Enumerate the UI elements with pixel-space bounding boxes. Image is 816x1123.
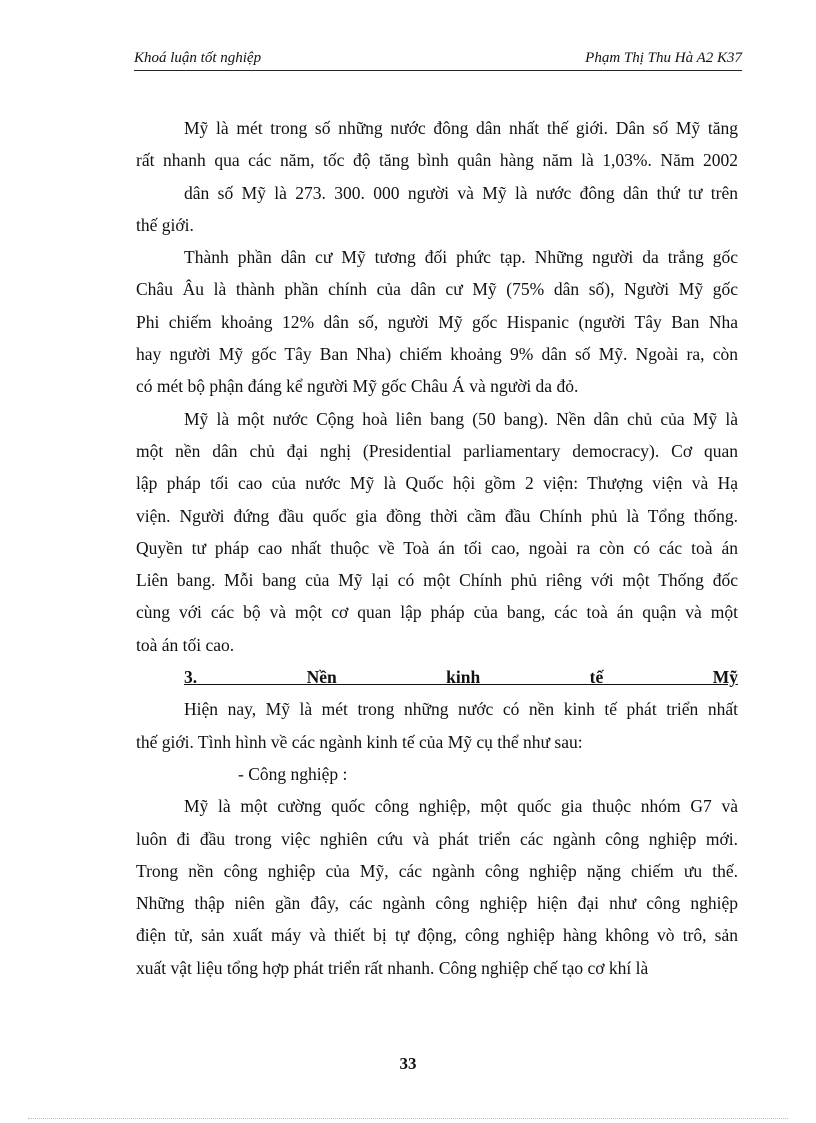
text-line: Mỹ là mét trong số những nước đông dân nhất thế giới. Dân số Mỹ tăng [184, 118, 738, 138]
text-line: toà án tối cao. [136, 634, 235, 655]
text-line: Liên bang. Mỗi bang của Mỹ lại có một Chính phủ riêng với một Thống đốc [136, 570, 738, 591]
text-line: điện tử, sản xuất máy và thiết bị tự động, công nghiệp hàng không vò trô, sản [136, 925, 738, 946]
text-line: một nền dân chủ đại nghị (Presidential parliamentary democracy). Cơ quan [136, 440, 738, 461]
page-bottom-divider [28, 1118, 788, 1119]
text-line: Mỹ là một cường quốc công nghiệp, một quốc gia thuộc nhóm G7 và [184, 796, 738, 817]
text-line: lập pháp tối cao của nước Mỹ là Quốc hội gồm 2 viện: Thượng viện và Hạ [136, 473, 738, 494]
text-line: Hiện nay, Mỹ là mét trong những nước có nền kinh tế phát triển nhất [184, 699, 738, 720]
text-line: cùng với các bộ và một cơ quan lập pháp của bang, các toà án quận và một [136, 602, 738, 623]
text-line: Quyền tư pháp cao nhất thuộc về Toà án tối cao, ngoài ra còn có các toà án [136, 537, 738, 558]
text-line: rất nhanh qua các năm, tốc độ tăng bình quân hàng năm là 1,03%. Năm 2002 [136, 150, 738, 171]
page-number: 33 [399, 1054, 417, 1073]
text-line: - Công nghiệp : [238, 763, 348, 784]
page-header [134, 50, 742, 71]
section-heading: 3. Nền kinh tế Mỹ [184, 667, 738, 688]
text-line: Thành phần dân cư Mỹ tương đối phức tạp. Những người da trắng gốc [184, 247, 738, 268]
text-line: dân số Mỹ là 273. 300. 000 người và Mỹ là nước đông dân thứ tư trên [184, 182, 738, 203]
text-line: luôn đi đầu trong việc nghiên cứu và phát triển các ngành công nghiệp mới. [136, 828, 738, 849]
text-line: xuất vật liệu tổng hợp phát triển rất nhanh. Công nghiệp chế tạo cơ khí là [136, 957, 649, 978]
header-thesis-label: Khoá luận tốt nghiệp [134, 50, 262, 66]
text-line: có mét bộ phận đáng kể người Mỹ gốc Châu Á và người da đỏ. [136, 376, 579, 397]
text-line: thế giới. [136, 214, 194, 235]
text-line: viện. Người đứng đầu quốc gia đồng thời cầm đầu Chính phủ là Tổng thống. [136, 505, 738, 526]
text-line: thế giới. Tình hình về các ngành kinh tế của Mỹ cụ thể như sau: [136, 731, 583, 752]
text-line: Trong nền công nghiệp của Mỹ, các ngành công nghiệp nặng chiếm ưu thế. [136, 860, 738, 881]
header-author-label: Phạm Thị Thu Hà A2 K37 [585, 50, 742, 66]
text-line: Mỹ là một nước Cộng hoà liên bang (50 bang). Nền dân chủ của Mỹ là [184, 408, 738, 429]
text-line: Phi chiếm khoảng 12% dân số, người Mỹ gốc Hispanic (người Tây Ban Nha [136, 311, 738, 332]
body-text [136, 112, 738, 984]
text-line: hay người Mỹ gốc Tây Ban Nha) chiếm khoảng 9% dân số Mỹ. Ngoài ra, còn [136, 344, 738, 365]
text-line: Những thập niên gần đây, các ngành công nghiệp hiện đại như công nghiệp [136, 893, 738, 914]
text-line: Châu Âu là thành phần chính của dân cư Mỹ (75% dân số), Người Mỹ gốc [136, 279, 738, 300]
